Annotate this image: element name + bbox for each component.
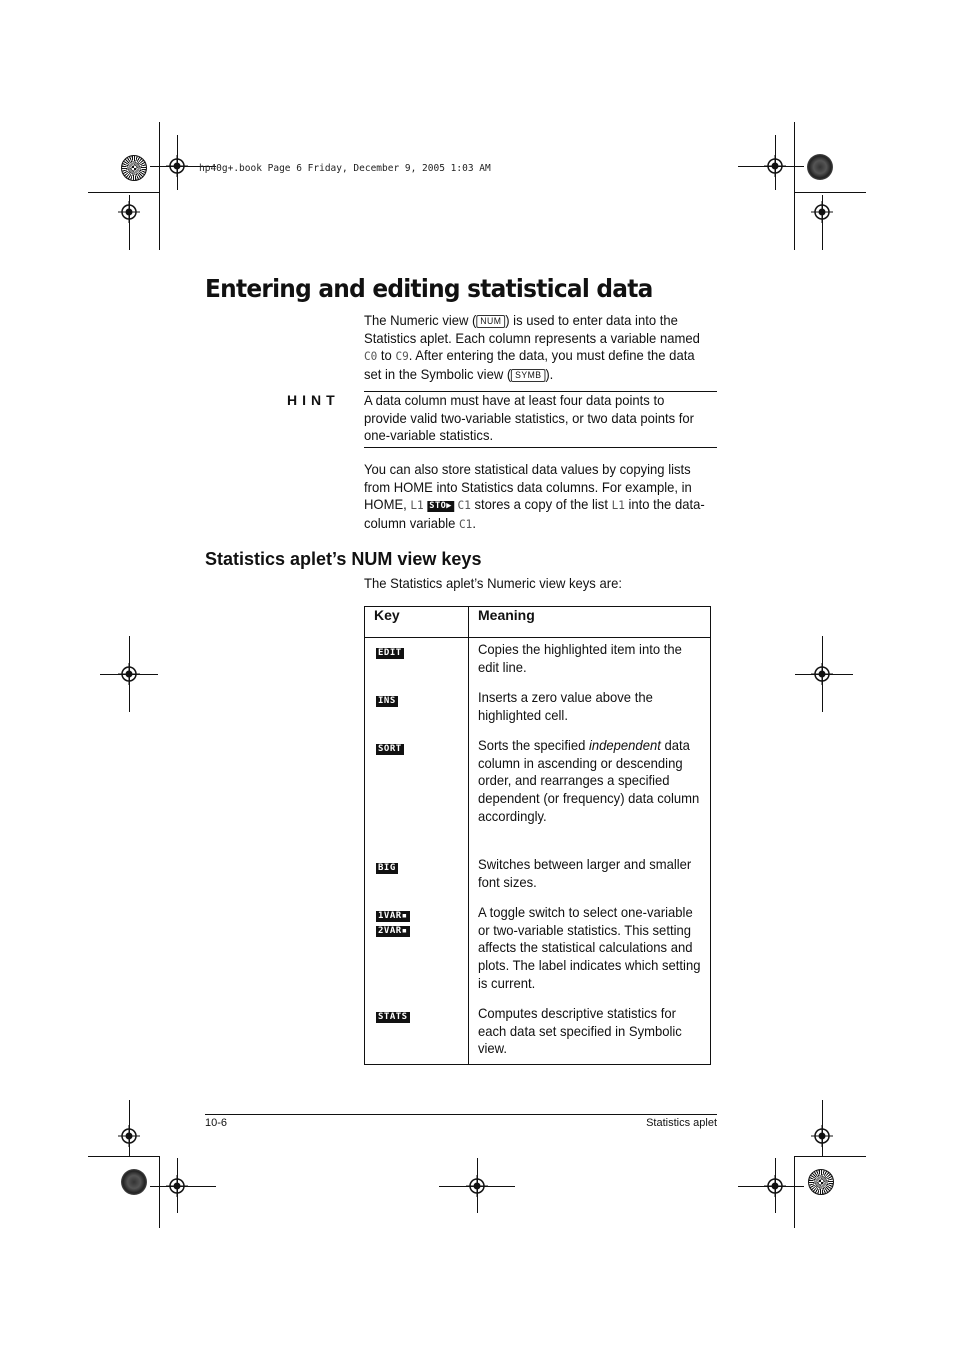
crop-mark — [88, 1156, 160, 1157]
registration-mark-icon — [811, 663, 833, 685]
meaning-text: Copies the highlighted item into the edit line. — [478, 642, 682, 675]
registration-mark-icon — [118, 201, 140, 223]
table-row — [365, 853, 711, 901]
section-heading: Statistics aplet’s NUM view keys — [205, 549, 482, 569]
page-number: 10-6 — [205, 1117, 228, 1129]
table-row — [365, 638, 711, 687]
hint-rule-bottom — [364, 447, 717, 448]
table-row — [365, 901, 711, 1002]
table-row — [365, 686, 711, 734]
registration-mark-icon — [118, 1125, 140, 1147]
registration-mark-icon — [811, 201, 833, 223]
num-key: NUM — [476, 315, 505, 328]
crop-mark — [159, 122, 160, 250]
crop-mark — [794, 192, 866, 193]
stats-softkey: STATS — [378, 1012, 408, 1022]
meaning-text: Computes descriptive statistics for each data set specified in Symbolic view. — [478, 1006, 682, 1057]
1var-softkey: 1VAR▪ — [378, 911, 408, 921]
meaning-text: Switches between larger and smaller font sizes. — [478, 857, 692, 890]
table-row — [365, 734, 711, 853]
column-header: Meaning — [469, 607, 711, 638]
intro-paragraph: The Numeric view ( NUM ) is used to enter data into the Statistics aplet. Each column represents a variable named C0 to C9. After entering the data, you must define the data set in the Symbolic view ( SYMB ). — [364, 313, 700, 383]
registration-mark-icon — [466, 1175, 488, 1197]
meaning-text: Sorts the specified independent data column in ascending or descending order, and rearranges a specified dependent (or frequency) data column accordingly. — [478, 738, 700, 824]
crop-mark — [794, 122, 795, 250]
sort-softkey: SORT — [378, 744, 402, 754]
symb-key: SYMB — [511, 369, 545, 382]
ins-softkey: INS — [378, 696, 396, 706]
registration-mark-icon — [166, 1175, 188, 1197]
registration-mark-icon — [166, 155, 188, 177]
edit-softkey: EDIT — [378, 648, 402, 658]
running-head: hp40g+.book Page 6 Friday, December 9, 2005 1:03 AM — [199, 163, 491, 174]
column-header: Key — [365, 607, 469, 638]
registration-mark-icon — [118, 663, 140, 685]
registration-mark-icon — [811, 1125, 833, 1147]
big-softkey: BIG — [378, 863, 396, 873]
registration-mark-icon — [764, 1175, 786, 1197]
sto-key: STO▶ — [429, 501, 453, 512]
store-paragraph: You can also store statistical data values by copying lists from HOME into Statistics data columns. For example, in HOME, L1 STO▶ C1 stores a copy of the list L1 into the data-column variable C1. — [364, 462, 705, 532]
crop-mark — [794, 1156, 866, 1157]
section-intro: The Statistics aplet’s Numeric view keys are: — [364, 576, 622, 591]
crop-mark — [794, 1156, 795, 1228]
gray-disc-icon — [121, 1169, 147, 1195]
page-title: Entering and editing statistical data — [205, 274, 653, 303]
2var-softkey: 2VAR▪ — [378, 926, 408, 936]
table-header-row — [365, 607, 711, 638]
footer-rule — [205, 1114, 717, 1115]
crop-mark — [88, 192, 160, 193]
crop-mark — [159, 1156, 160, 1228]
table-row — [365, 1002, 711, 1065]
meaning-text: A toggle switch to select one-variable or two-variable statistics. This setting affects the statistical calculations and plots. The label indicates which setting is current. — [478, 905, 701, 991]
chapter-name: Statistics aplet — [646, 1117, 717, 1129]
registration-mark-icon — [764, 155, 786, 177]
gray-disc-icon — [807, 154, 833, 180]
num-view-keys-table — [364, 606, 711, 1065]
hint-text: A data column must have at least four data points to provide valid two-variable statistics, or two data points for one-variable statistics. — [364, 393, 695, 444]
star-target-icon — [808, 1169, 834, 1195]
hint-label: HINT — [287, 392, 340, 408]
meaning-text: Inserts a zero value above the highlighted cell. — [478, 690, 653, 723]
star-target-icon — [121, 155, 147, 181]
